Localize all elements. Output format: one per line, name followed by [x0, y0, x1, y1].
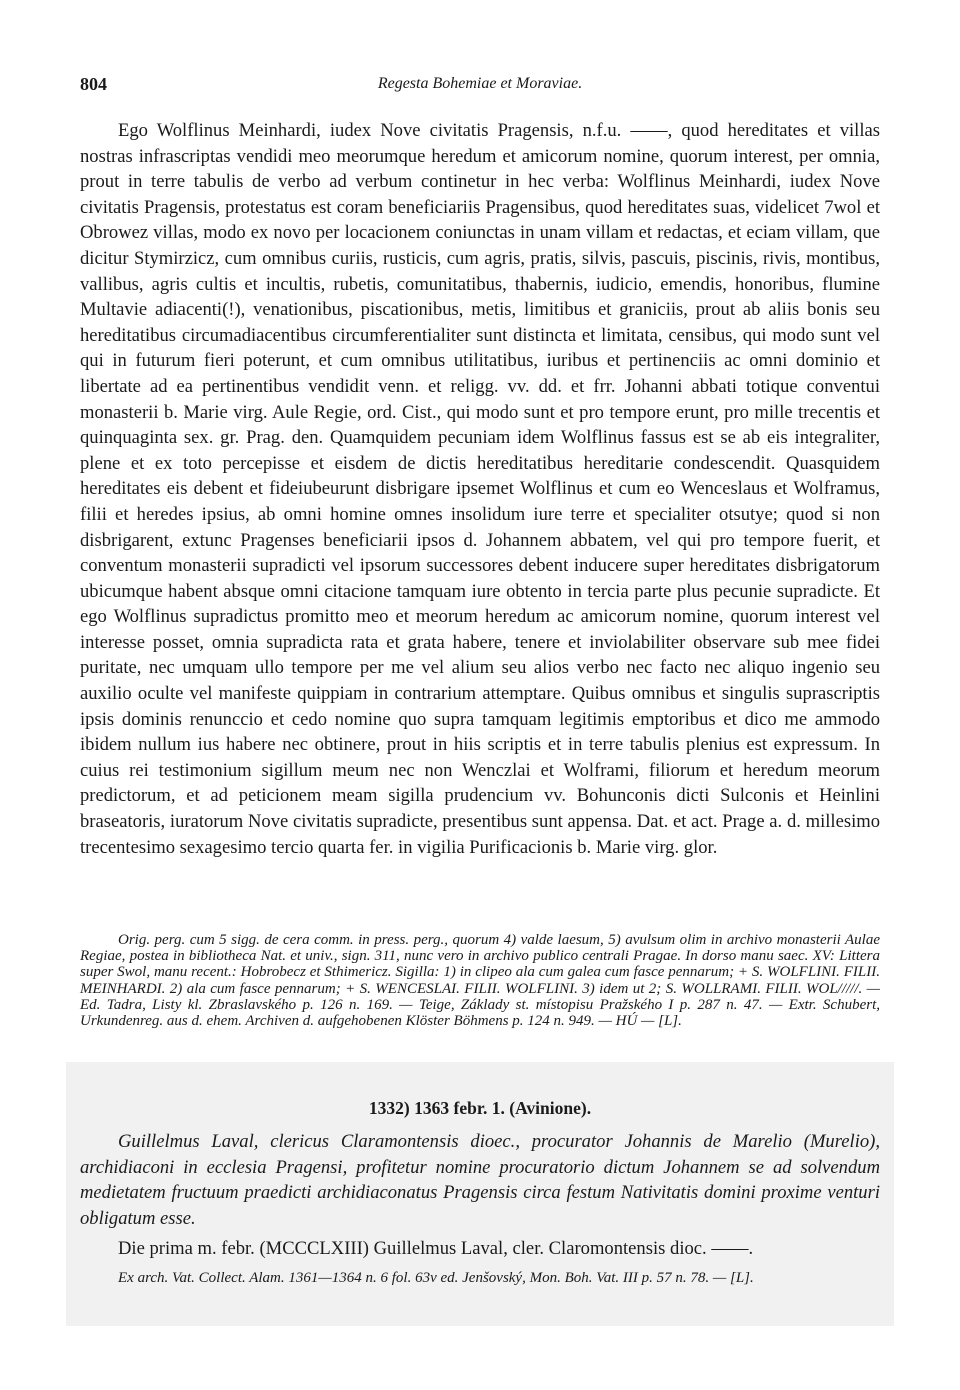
source-note: Ex arch. Vat. Collect. Alam. 1361—1364 n. 6 fol. 63v ed. Jenšovský, Mon. Boh. Vat. III p. 57 n. 78. — [L]. [118, 1270, 754, 1286]
page-number: 804 [80, 74, 107, 94]
page-header [80, 74, 880, 102]
entry-heading: 1332) 1363 febr. 1. (Avinione). [368, 1098, 592, 1118]
critical-apparatus: Orig. perg. cum 5 sigg. de cera comm. in press. perg., quorum 4) valde laesum, 5) avulsum olim in archivo monasterii Aulae Regiae, postea in bibliotheca Nat. et univ., sign. 311, nunc vero in archivo publico centrali Pragae. In dorso manu saec. XV: Littera super Swol, manu recent.: Hobrobecz et Sthimericz. Sigilla: 1) in clipeo ala cum galea cum fasce pennarum; + S. WOLFLINI. FILII. MEINHARDI. 2) ala cum fasce pennarum; + S. WENCESLAI. FILII. WOLFLINI. 3) idem ut 2; S. WOLLRAMI. FILII. WOL/////. — Ed. Tadra, Listy kl. Zbraslavského p. 126 n. 169. — Teige, Základy st. místopisu Pražského I p. 287 n. 47. — Extr. Schubert, Urkundenreg. aus d. ehem. Archiven d. aufgehobenen Klöster Böhmens p. 124 n. 949. — HÚ — [L]. [80, 932, 880, 1030]
dating-line: Die prima m. febr. (MCCCLXIII) Guillelmus Laval, cler. Claromontensis dioc. ——. [118, 1238, 754, 1259]
regest-summary: Guillelmus Laval, clericus Claramontensis dioec., procurator Johannis de Marelio (Murelio), archidiaconi in ecclesia Pragensi, profitetur nomine procuratorio dictum Johannem se ad solvendum medietatem fructuum praedicti archidiaconatus Pragensis circa festum Nativitatis domini proxime venturi obligatum esse. [80, 1131, 880, 1229]
charter-text: Ego Wolflinus Meinhardi, iudex Nove civitatis Pragensis, n.f.u. ——, quod hereditates et villas nostras infrascriptas vendidi meo meorumque heredum et amicorum nomine, quorum interest, per omnia, prout in terre tabulis de verbo ad verbum continetur in hec verba: Wolflinus Meinhardi, iudex Nove civitatis Pragensis, protestatus est coram beneficiariis Pragensibus, quod hereditates suas, videlicet 7wol et Obrowez villas, modo ex novo per locacionem coniunctas in unam villam et redactas, et eciam villam, que dicitur Stymirzicz, cum omnibus curiis, rusticis, cum agris, pratis, silvis, pascuis, piscinis, rivis, montibus, vallibus, agris cultis et incultis, rubetis, comunitatibus, thabernis, iudicio, emendis, honoribus, flumine Multavie adiacenti(!), venationibus, piscationibus, metis, limitibus et graniciis, prout ab aliis bonis seu hereditatibus circumadiacentibus circumferentialiter sunt distincta et limitata, censibus, qui modo sunt vel qui in futurum fieri poterunt, et cum omnibus utilitatibus, iuribus et pertinenciis ac omni dominio et libertate ad ea pertinentibus vendidit venn. et religg. vv. dd. et frr. Johanni abbati totique conventui monasterii b. Marie virg. Aule Regie, ord. Cist., qui modo sunt et pro tempore erunt, pro mille trecentis et quinquaginta sex. gr. Prag. den. Quamquidem pecuniam idem Wolflinus fassus est se ab eis integraliter, plene et ex toto percepisse et eisdem de dictis hereditatibus hereditarie condescendit. Quasquidem hereditates eis debent et fideiubeurunt disbrigare ipsemet Wolflinus et cum eo Wenceslaus et Wolframus, filii et heredes ipsius, ab omni homine omnes insolidum iure terre et specialiter otsutye; quod si non disbrigarent, extunc Pragenses beneficiarii ipsos d. Johannem abbatem, vel qui pro tempore fuerit, et conventum monasterii supradicti vel ipsorum successores debent inducere super hereditates disbrigatorum ubicumque habent absque omni citacione tamquam iure obtento in tercia parte plus pecunie supradicte. Et ego Wolflinus supradictus promitto meo et meorum heredum ac amicorum nomine, quorum interest vel interesse posset, omnia supradicta rata et grata habere, tenere et inviolabiliter observare sub mee fidei puritate, nec umquam ullo tempore per me vel alium seu alios verbo nec facto nec aliquo ingenio seu auxilio oculte vel manifeste quippiam in contrarium attemptare. Quibus omnibus et singulis suprascriptis ipsis dominis renunccio et cedo nomine quo supra tamquam legitimis emptoribus et dico me ammodo ibidem nullum ius habere nec obtinere, prout in hiis scriptis et in terre tabulis plenius est expressum. In cuius rei testimonium sigillum meum nec non Wenczlai et Wolframi, filiorum et heredum meorum predictorum, et ad peticionem meam sigilla prudencium vv. Bohunconis dicti Sulconis et Heinlini braseatoris, iuratorum Nove civitatis supradicte, presentibus sunt appensa. Dat. et act. Prage a. d. millesimo trecentesimo sexagesimo tercio quarta fer. in vigilia Purificacionis b. Marie virg. glor. [80, 120, 880, 858]
running-title: Regesta Bohemiae et Moraviae. [377, 75, 583, 92]
